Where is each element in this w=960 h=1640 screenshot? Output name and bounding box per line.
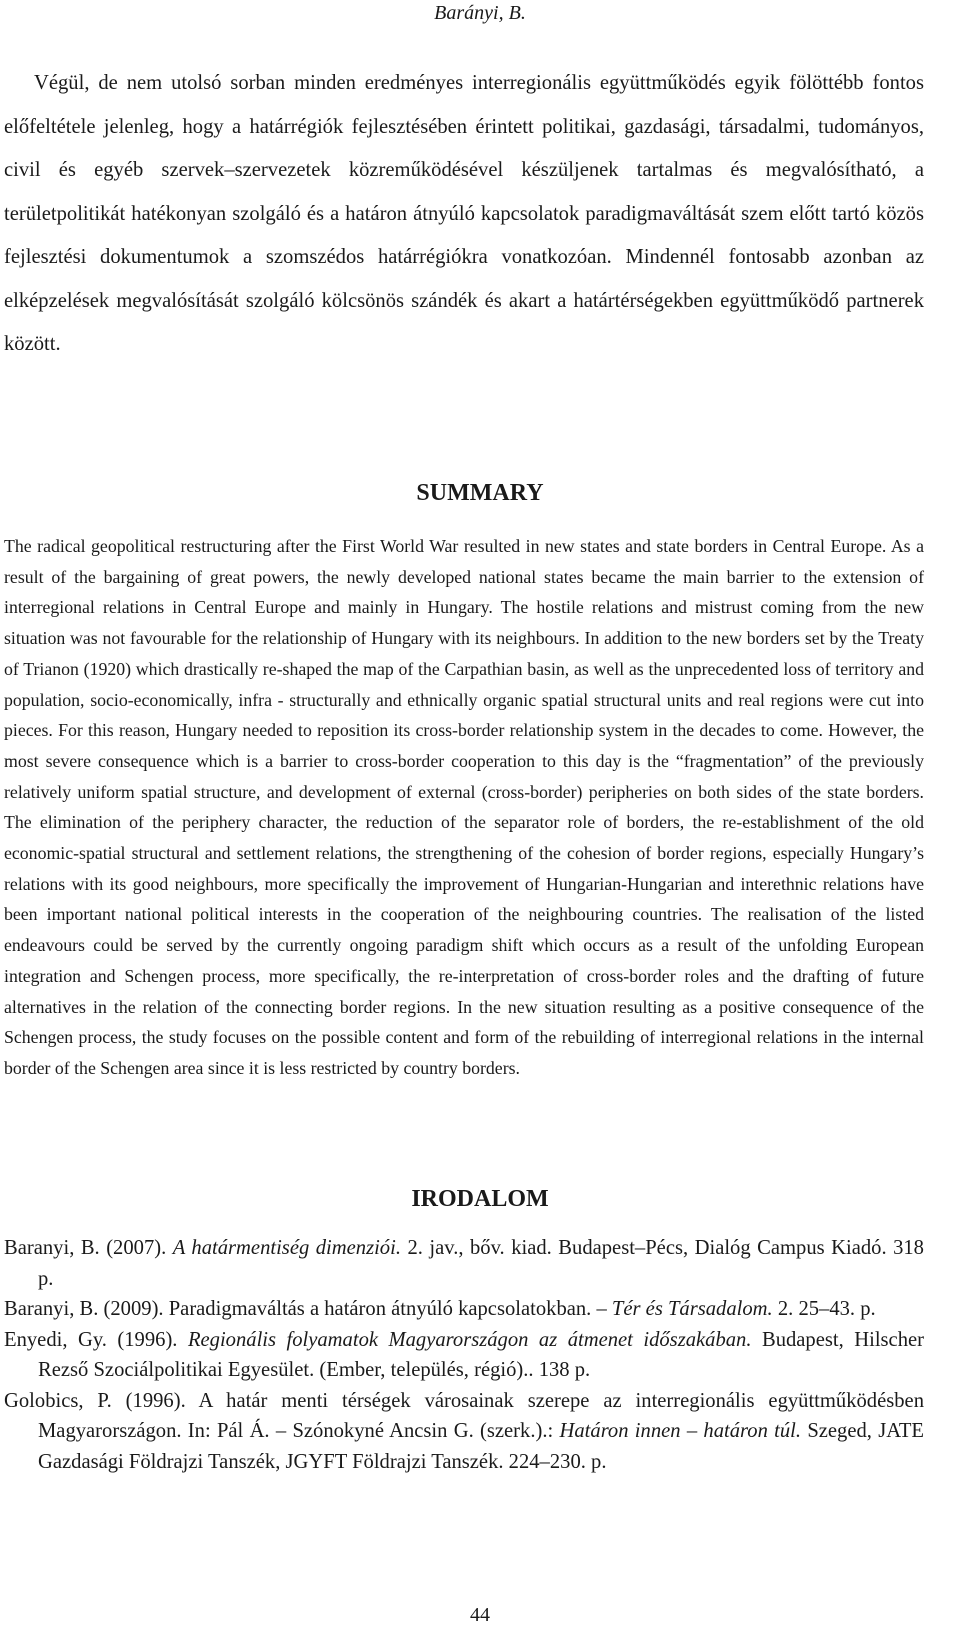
intro-section — [4, 62, 924, 367]
reference-item — [4, 1233, 924, 1294]
reference-text: Baranyi, B. (2007). — [4, 1237, 173, 1259]
reference-title: Tér és Társadalom. — [611, 1298, 773, 1320]
reference-text: 2. jav., bőv. kiad. Budapest–Pécs, Dialóg Campus Kiadó. 318 p. — [38, 1237, 924, 1290]
reference-text: Budapest, Hilscher Rezső Szociálpolitikai Egyesület. (Ember, település, régió).. 138 p. — [38, 1328, 924, 1381]
summary-section — [4, 531, 924, 1084]
reference-title: Határon innen – határon túl. — [559, 1420, 802, 1442]
reference-item — [4, 1386, 924, 1478]
summary-paragraph: The radical geopolitical restructuring after the First World War resulted in new states and state borders in Central Europe. As a result of the bargaining of great powers, the newly developed national states became the main barrier to the extension of interregional relations in Central Europe and mainly in Hungary. The hostile relations and mistrust coming from the new situation was not favourable for the relationship of Hungary with its neighbours. In addition to the new borders set by the Treaty of Trianon (1920) which drastically re-shaped the map of the Carpathian basin, as well as the unprecedented loss of territory and population, socio-economically, infra - structurally and ethnically organic spatial structural units and real regions were cut into pieces. For this reason, Hungary needed to reposition its cross-border relationship system in the decades to come. However, the most severe consequence which is a barrier to cross-border cooperation to this day is the “fragmentation” of the previously relatively uniform spatial structure, and development of external (cross-border) peripheries on both sides of the state borders. The elimination of the periphery character, the reduction of the separator role of borders, the re-establishment of the old economic-spatial structural and settlement relations, the strengthening of the cohesion of border regions, especially Hungary’s relations with its good neighbours, more specifically the improvement of Hungarian-Hungarian and interethnic relations have been important national political interests in the cooperation of the neighbouring countries. The realisation of the listed endeavours could be served by the currently ongoing paradigm shift which occurs as a result of the unfolding European integration and Schengen process, more specifically, the re-interpretation of cross-border roles and the drafting of future alternatives in the relation of the connecting border regions. In the new situation resulting as a positive consequence of the Schengen process, the study focuses on the possible content and form of the rebuilding of interregional relations in the internal border of the Schengen area since it is less restricted by country borders. — [4, 536, 924, 1078]
reference-text: Szeged, JATE Gazdasági Földrajzi Tanszék, JGYFT Földrajzi Tanszék. 224–230. p. — [38, 1420, 924, 1473]
reference-title: A határmentiség dimenziói. — [172, 1237, 401, 1259]
reference-title: Regionális folyamatok Magyarországon az átmenet időszakában. — [187, 1328, 752, 1351]
references-list — [4, 1233, 924, 1477]
summary-heading: SUMMARY — [416, 480, 544, 506]
running-header: Barányi, B. — [434, 2, 526, 24]
reference-text: Baranyi, B. (2009). Paradigmaváltás a határon átnyúló kapcsolatokban. – — [4, 1298, 612, 1320]
reference-text: Golobics, P. (1996). A határ menti térségek városainak szerepe az interregionális együttműködésben Magyarországon. In: Pál Á. – Szónokyné Ancsin G. (szerk.).: — [4, 1389, 924, 1442]
references-heading: IRODALOM — [411, 1186, 549, 1212]
intro-paragraph: Végül, de nem utolsó sorban minden eredményes interregionális együttműködés egyik fölöttébb fontos előfeltétele jelenleg, hogy a határrégiók fejlesztésében érintett politikai, gazdasági, társadalmi, tudományos, civil és egyéb szervek–szervezetek közreműködésével készüljenek tartalmas és megvalósítható, a területpolitikát hatékonyan szolgáló és a határon átnyúló kapcsolatok paradigmaváltását szem előtt tartó közös fejlesztési dokumentumok a szomszédos határrégiókra vonatkozóan. Mindennél fontosabb azonban az elképzelések megvalósítását szolgáló kölcsönös szándék és akart a határtérségekben együttműködő partnerek között. — [4, 72, 924, 355]
reference-text: Enyedi, Gy. (1996). — [4, 1328, 188, 1351]
page-number: 44 — [470, 1604, 490, 1626]
reference-text: 2. 25–43. p. — [772, 1298, 876, 1320]
reference-item — [4, 1294, 924, 1325]
reference-item — [4, 1325, 924, 1386]
